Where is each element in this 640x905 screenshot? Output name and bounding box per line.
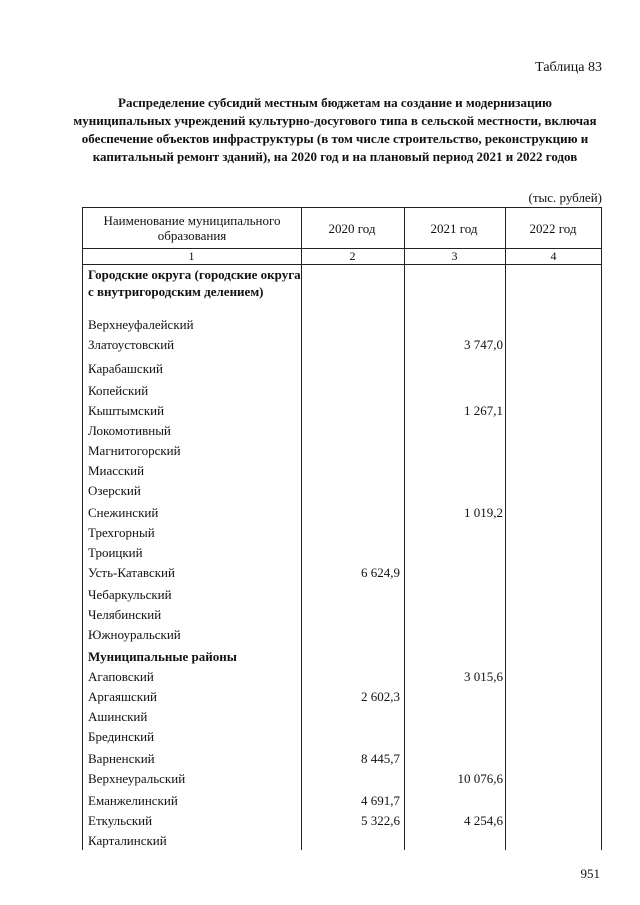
table-row [82, 769, 602, 789]
municipality-name: Агаповский [88, 669, 154, 684]
group-label: Муниципальные районы [88, 649, 237, 664]
column-number: 2 [349, 249, 356, 263]
table-row [82, 811, 602, 831]
column-number: 4 [550, 249, 557, 263]
municipality-name: Брединский [88, 729, 155, 744]
municipality-name: Златоустовский [88, 337, 175, 352]
municipality-name: Троицкий [88, 545, 143, 560]
municipality-name: Еткульский [88, 813, 153, 828]
table-row [82, 605, 602, 625]
column-header-name: Наименование муниципального образования [103, 213, 281, 243]
table-row [82, 315, 602, 335]
municipality-name: Варненский [88, 751, 155, 766]
group-heading-urban: Городские округа (городские округа с внутригородским делением) [88, 267, 301, 299]
municipality-name: Миасский [88, 463, 145, 478]
table-row [82, 727, 602, 747]
table-row [82, 523, 602, 543]
value-2021: 1 267,1 [464, 403, 503, 418]
group-heading-districts [82, 647, 602, 667]
value-2020: 5 322,6 [361, 813, 400, 828]
municipality-name: Снежинский [88, 505, 159, 520]
municipality-name: Магнитогорский [88, 443, 181, 458]
table-row [82, 401, 602, 421]
municipality-name: Карталинский [88, 833, 167, 848]
column-header-2021: 2021 год [430, 220, 478, 236]
value-2021: 1 019,2 [464, 505, 503, 520]
column-header-2022: 2022 год [529, 220, 577, 236]
municipality-name: Южноуральский [88, 627, 181, 642]
municipality-name: Чебаркульский [88, 587, 172, 602]
table-row [82, 687, 602, 707]
table-row [82, 667, 602, 687]
table-row [82, 441, 602, 461]
value-2020: 6 624,9 [361, 565, 400, 580]
column-numbers-row [82, 249, 602, 264]
column-number: 1 [188, 249, 195, 263]
value-2021: 3 747,0 [464, 337, 503, 352]
table-row [82, 359, 602, 379]
municipality-name: Кыштымский [88, 403, 165, 418]
table-row [82, 461, 602, 481]
municipality-name: Копейский [88, 383, 149, 398]
table-row [82, 585, 602, 605]
document-title: Распределение субсидий местным бюджетам на создание и модернизацию муниципальных учреждений культурно-досугового типа в сельской местности, включая обеспечение объектов инфраструктуры (в том числе строительство, реконструкцию и капитальный ремонт зданий), на 2020 год и на плановый период 2021 и 2022 годов [73, 95, 597, 164]
page-number: 951 [580, 866, 600, 881]
value-2020: 8 445,7 [361, 751, 400, 766]
value-2021: 10 076,6 [457, 771, 503, 786]
table-label: Таблица 83 [535, 60, 602, 75]
subsidy-table [82, 207, 602, 850]
municipality-name: Челябинский [88, 607, 162, 622]
municipality-name: Трехгорный [88, 525, 155, 540]
value-2021: 3 015,6 [464, 669, 503, 684]
table-row [82, 381, 602, 401]
table-row [82, 831, 602, 851]
municipality-name: Верхнеуральский [88, 771, 186, 786]
units-note: (тыс. рублей) [528, 190, 602, 205]
column-number: 3 [451, 249, 458, 263]
table-row [82, 707, 602, 727]
municipality-name: Ашинский [88, 709, 148, 724]
municipality-name: Озерский [88, 483, 141, 498]
table-row [82, 625, 602, 645]
municipality-name: Карабашский [88, 361, 163, 376]
municipality-name: Верхнеуфалейский [88, 317, 194, 332]
value-2020: 2 602,3 [361, 689, 400, 704]
table-row [82, 543, 602, 563]
municipality-name: Еманжелинский [88, 793, 178, 808]
table-row [82, 335, 602, 355]
table-row [82, 421, 602, 441]
value-2020: 4 691,7 [361, 793, 400, 808]
table-row [82, 563, 602, 583]
table-row [82, 749, 602, 769]
table-row [82, 481, 602, 501]
municipality-name: Аргаяшский [88, 689, 157, 704]
column-header-2020: 2020 год [328, 220, 376, 236]
value-2021: 4 254,6 [464, 813, 503, 828]
table-row [82, 791, 602, 811]
municipality-name: Усть-Катавский [88, 565, 175, 580]
municipality-name: Локомотивный [88, 423, 171, 438]
table-row [82, 503, 602, 523]
